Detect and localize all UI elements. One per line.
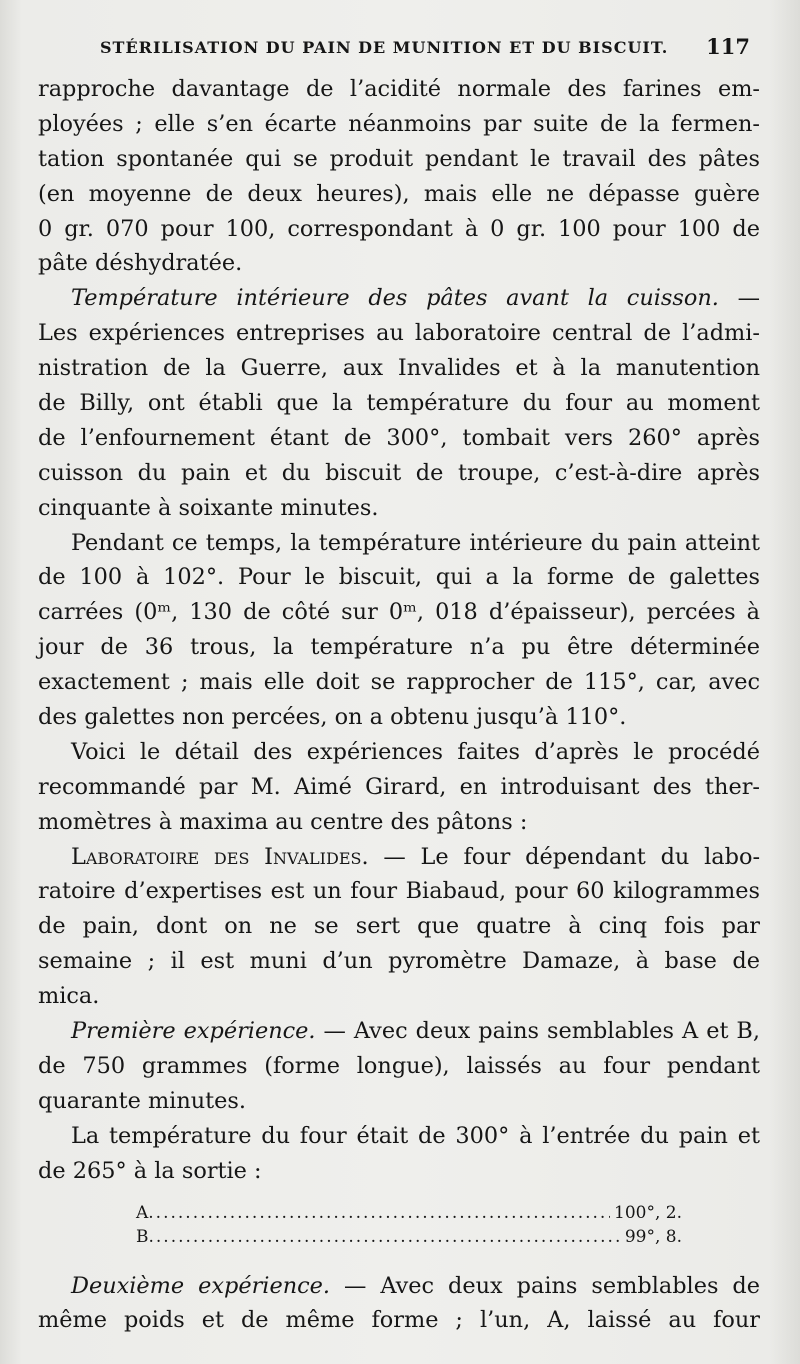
- dot-leader: [148, 1201, 610, 1225]
- text-line: de 100 à 102°. Pour le biscuit, qui a la forme de galettes: [38, 564, 760, 591]
- text-line: de Billy, ont établi que la température du four au moment: [38, 390, 760, 417]
- text-line: cuisson du pain et du biscuit de troupe, c’est-à-dire après: [38, 459, 760, 486]
- result-value: 100°, 2.: [614, 1202, 682, 1223]
- text-run: — Avec deux pains semblables de: [330, 1272, 760, 1299]
- result-row: [136, 1201, 682, 1225]
- result-row: [136, 1225, 682, 1249]
- page-body: [38, 72, 760, 1338]
- section-heading: Première expérience.: [71, 1018, 316, 1045]
- text-line: des galettes non percées, on a obtenu jusqu’à 110°.: [38, 704, 627, 731]
- result-label: B: [136, 1226, 149, 1247]
- text-line: Les expériences entreprises au laboratoire central de l’admi-: [38, 320, 760, 347]
- text-line: ployées ; elle s’en écarte néanmoins par suite de la fermen-: [38, 110, 760, 137]
- section-heading: Température intérieure des pâtes avant la cuisson.: [71, 285, 719, 312]
- section-heading-line: [38, 840, 760, 875]
- section-heading: Deuxième expérience.: [71, 1272, 331, 1299]
- text-line: Pendant ce temps, la température intérieure du pain atteint: [71, 529, 760, 556]
- text-line: cinquante à soixante minutes.: [38, 494, 379, 521]
- text-line: quarante minutes.: [38, 1087, 247, 1114]
- dot-leader: [149, 1225, 621, 1249]
- text-line: 0 gr. 070 pour 100, correspondant à 0 gr. 100 pour 100 de: [38, 215, 760, 242]
- text-line: même poids et de même forme ; l’un, A, laissé au four: [38, 1307, 760, 1334]
- page-number: 117: [706, 34, 750, 59]
- text-run: — Le four dépendant du labo-: [368, 843, 761, 870]
- section-heading-line: [38, 1014, 760, 1049]
- text-line: jour de 36 trous, la température n’a pu être déterminée: [38, 634, 760, 661]
- text-line: semaine ; il est muni d’un pyromètre Damaze, à base de: [38, 948, 760, 975]
- text-line: exactement ; mais elle doit se rapprocher de 115°, car, avec: [38, 669, 760, 696]
- text-line: carrées (0ᵐ, 130 de côté sur 0ᵐ, 018 d’épaisseur), percées à: [38, 599, 760, 626]
- text-line: de 265° à la sortie :: [38, 1157, 262, 1184]
- result-value: 99°, 8.: [624, 1226, 682, 1247]
- running-title: STÉRILISATION DU PAIN DE MUNITION ET DU BISCUIT.: [100, 38, 669, 57]
- text-line: tation spontanée qui se produit pendant le travail des pâtes: [38, 145, 760, 172]
- text-line: momètres à maxima au centre des pâtons :: [38, 808, 528, 835]
- text-run: — Avec deux pains semblables A et B,: [315, 1018, 761, 1045]
- text-line: La température du four était de 300° à l’entrée du pain et: [71, 1122, 760, 1149]
- text-line: rapproche davantage de l’acidité normale des farines em-: [38, 76, 760, 102]
- section-heading: Laboratoire des Invalides.: [71, 843, 369, 870]
- text-line: ratoire d’expertises est un four Biabaud, pour 60 kilogrammes: [38, 878, 760, 905]
- section-heading-line: [38, 281, 760, 316]
- text-line: Voici le détail des expériences faites d’après le procédé: [71, 738, 760, 765]
- section-heading-line: [38, 1269, 760, 1304]
- text-line: recommandé par M. Aimé Girard, en introduisant des ther-: [38, 773, 760, 800]
- text-line: (en moyenne de deux heures), mais elle ne dépasse guère: [38, 180, 760, 207]
- running-header: [100, 34, 750, 64]
- text-line: de pain, dont on ne se sert que quatre à cinq fois par: [38, 913, 760, 940]
- text-line: de 750 grammes (forme longue), laissés au four pendant: [38, 1052, 760, 1079]
- text-line: mica.: [38, 983, 100, 1010]
- text-line: de l’enfournement étant de 300°, tombait vers 260° après: [38, 424, 760, 451]
- text-line: nistration de la Guerre, aux Invalides et à la manutention: [38, 355, 760, 382]
- heading-dash: —: [718, 285, 760, 312]
- result-label: A: [136, 1202, 149, 1223]
- text-line: pâte déshydratée.: [38, 250, 243, 277]
